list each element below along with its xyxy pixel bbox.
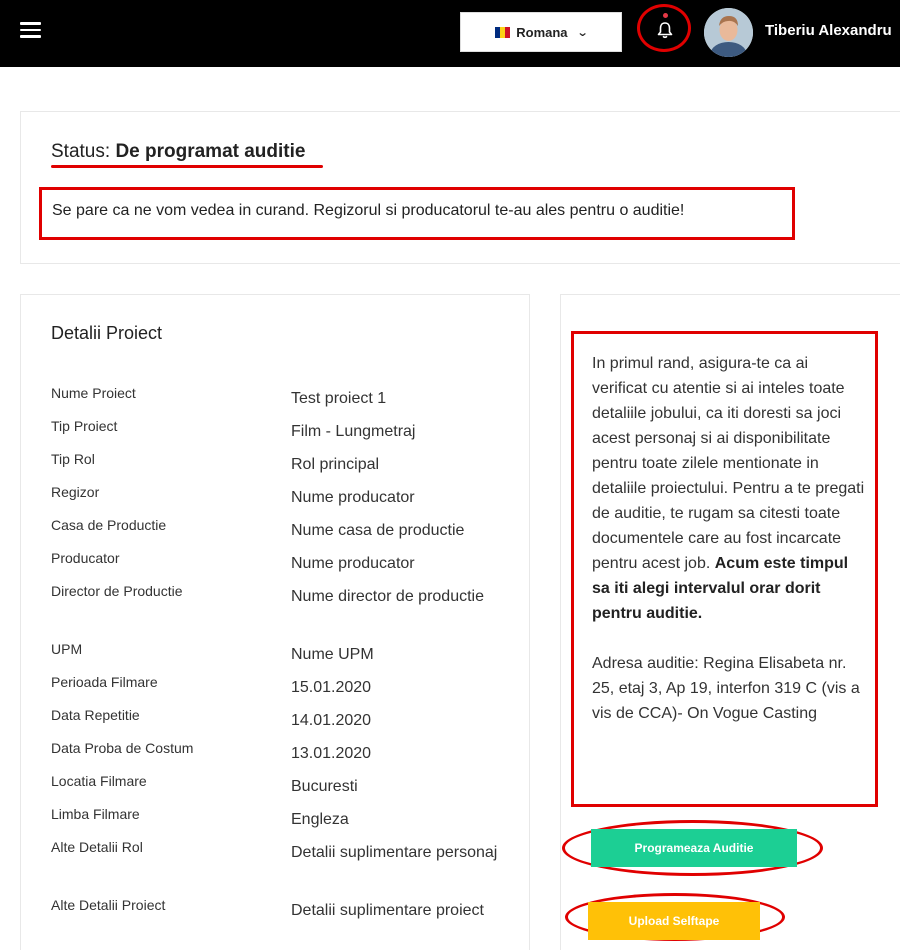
detail-value: Test proiect 1	[291, 390, 387, 407]
status-label: Status:	[51, 141, 111, 162]
instructions-text: In primul rand, asigura-te ca ai verificat cu atentie si ai inteles toate detaliile jobului, ca iti doresti sa joci acest personaj si ai disponibilitate pentru toate zilele mentionate in detaliile proiectului. Pentru a te pregati de auditie, te rugam sa citesti toate documentele care au fost incarcate pentru acest job.	[592, 355, 865, 572]
detail-label: Nume Proiect	[51, 385, 136, 401]
upload-selftape-button[interactable]: Upload Selftape	[588, 902, 760, 940]
detail-label: Perioada Filmare	[51, 674, 158, 690]
detail-value: 14.01.2020	[291, 712, 372, 729]
detail-label: Tip Rol	[51, 451, 95, 467]
detail-value: Nume producator	[291, 555, 415, 572]
language-label: Romana	[516, 24, 568, 40]
status-card	[20, 111, 900, 264]
details-title: Detalii Proiect	[51, 323, 163, 343]
audition-instructions	[571, 331, 878, 807]
top-bar	[0, 0, 900, 67]
detail-label: Alte Detalii Proiect	[51, 897, 166, 913]
detail-value: 15.01.2020	[291, 679, 372, 696]
audition-address: Adresa auditie: Regina Elisabeta nr. 25, etaj 3, Ap 19, interfon 319 C (vis a vis de CCA)- On Vogue Casting	[592, 655, 860, 722]
detail-value: Bucuresti	[291, 778, 358, 795]
detail-label: Data Proba de Costum	[51, 740, 194, 756]
status-value: De programat auditie	[115, 141, 306, 162]
detail-value: Nume casa de productie	[291, 522, 465, 539]
detail-label: Regizor	[51, 484, 100, 500]
detail-value: Detalii suplimentare proiect	[291, 902, 484, 919]
notification-dot	[663, 13, 668, 18]
romania-flag-icon	[495, 27, 510, 38]
project-details-card	[20, 294, 530, 950]
notifications-button[interactable]	[637, 4, 691, 52]
detail-label: UPM	[51, 641, 83, 657]
detail-value: Detalii suplimentare personaj	[291, 844, 498, 861]
schedule-audition-button[interactable]: Programeaza Auditie	[591, 829, 797, 867]
audition-info-card	[560, 294, 900, 950]
language-selector[interactable]	[460, 12, 622, 52]
status-line	[51, 141, 305, 163]
instructions-emphasis: Acum este timpul sa iti alegi intervalul orar dorit pentru auditie.	[592, 555, 849, 622]
detail-label: Producator	[51, 550, 120, 566]
status-underline	[51, 165, 323, 168]
bell-icon	[657, 21, 673, 39]
detail-label: Limba Filmare	[51, 806, 140, 822]
detail-value: Nume director de productie	[291, 588, 484, 605]
detail-label: Tip Proiect	[51, 418, 118, 434]
user-avatar-icon	[704, 8, 753, 57]
schedule-action	[561, 818, 825, 878]
chevron-down-icon: ⌄	[576, 26, 589, 39]
detail-label: Director de Productie	[51, 583, 183, 599]
detail-label: Casa de Productie	[51, 517, 167, 533]
detail-label: Locatia Filmare	[51, 773, 147, 789]
detail-label: Alte Detalii Rol	[51, 839, 143, 855]
detail-value: Nume UPM	[291, 646, 374, 663]
status-message: Se pare ca ne vom vedea in curand. Regizorul si producatorul te-au ales pentru o auditie!	[39, 187, 795, 240]
detail-value: Film - Lungmetraj	[291, 423, 416, 440]
detail-value: Nume producator	[291, 489, 415, 506]
hamburger-menu-icon[interactable]	[20, 22, 44, 42]
avatar[interactable]	[704, 8, 753, 57]
detail-value: Engleza	[291, 811, 349, 828]
upload-action	[561, 891, 787, 947]
detail-value: Rol principal	[291, 456, 380, 473]
user-name[interactable]: Tiberiu Alexandru	[765, 22, 892, 39]
detail-value: 13.01.2020	[291, 745, 372, 762]
detail-label: Data Repetitie	[51, 707, 140, 723]
